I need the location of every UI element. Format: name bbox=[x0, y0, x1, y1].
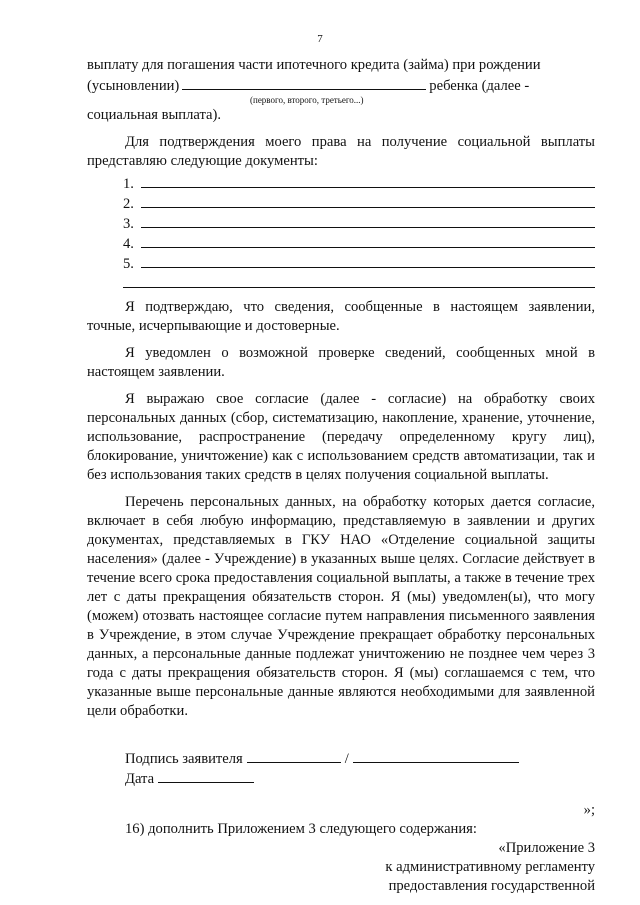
appendix-heading bbox=[87, 839, 595, 896]
personal-data-paragraph: Перечень персональных данных, на обработку которых дается согласие, включает в себя любую информацию, представляемую в заявлении и других документах, представляемых в ГКУ НАО «Отделение социальной защиты населения» (далее - Учреждение) в указанных выше целях. Согласие действует в течение всего срока предоставления социальной выплаты, а также в течение трех лет с даты прекращения обязательств сторон. Я (мы) уведомлен(ы), что могу (можем) отозвать настоящее согласие путем направления письменного заявления в Учреждение, в этом случае Учреждение прекращает обработку персональных данных, а персональные данные подлежат уничтожению не позднее чем через 3 года с даты прекращения обязательств сторон. Я (мы) соглашаемся с тем, что указанные выше персональные данные являются необходимыми для заявленной цели обработки. bbox=[87, 494, 595, 719]
document-line-extra bbox=[123, 273, 595, 288]
signature-label: Подпись заявителя bbox=[125, 751, 243, 767]
appendix-line-2: к административному регламенту bbox=[385, 859, 595, 875]
signature-row bbox=[125, 749, 595, 769]
paragraph-1-line-3: социальная выплата). bbox=[87, 107, 222, 123]
adoption-label: (усыновлении) bbox=[87, 78, 180, 94]
signature-name-blank bbox=[353, 749, 519, 763]
child-order-blank bbox=[182, 75, 426, 90]
signature-blank bbox=[247, 749, 341, 763]
signature-block bbox=[87, 749, 595, 789]
signature-separator: / bbox=[344, 751, 349, 767]
closing-quote: »; bbox=[583, 802, 595, 818]
child-label: ребенка (далее - bbox=[429, 78, 530, 94]
document-line-2: 2. bbox=[123, 193, 595, 213]
document-line-4: 4. bbox=[123, 233, 595, 253]
documents-list bbox=[87, 173, 595, 273]
appendix-line-3: предоставления государственной bbox=[388, 878, 595, 894]
date-blank bbox=[158, 769, 254, 783]
confirmation-paragraph: Я подтверждаю, что сведения, сообщенные в настоящем заявлении, точные, исчерпывающие и достоверные. bbox=[87, 299, 595, 334]
date-row bbox=[125, 769, 595, 789]
document-line-1: 1. bbox=[123, 173, 595, 193]
documents-intro: Для подтверждения моего права на получение социальной выплаты представляю следующие документы: bbox=[87, 134, 595, 169]
document-line-5: 5. bbox=[123, 253, 595, 273]
item-16: 16) дополнить Приложением 3 следующего содержания: bbox=[125, 821, 477, 837]
consent-paragraph: Я выражаю свое согласие (далее - согласие) на обработку своих персональных данных (сбор, систематизацию, накопление, хранение, уточнение, использование, распространение (передачу определенному кругу лиц), блокирование, уничтожение) как с использованием средств автоматизации, так и без использования таких средств в целях получения социальной выплаты. bbox=[87, 391, 595, 483]
date-label: Дата bbox=[125, 771, 155, 787]
verification-paragraph: Я уведомлен о возможной проверке сведений, сообщенных мной в настоящем заявлении. bbox=[87, 345, 595, 380]
child-order-hint: (первого, второго, третьего...) bbox=[250, 95, 364, 105]
document-body bbox=[87, 56, 595, 896]
child-order-row bbox=[87, 75, 595, 95]
page-number: 7 bbox=[317, 33, 323, 45]
paragraph-1-line-1: выплату для погашения части ипотечного кредита (займа) при рождении bbox=[87, 57, 541, 73]
document-line-3: 3. bbox=[123, 213, 595, 233]
appendix-line-1: «Приложение 3 bbox=[498, 840, 595, 856]
